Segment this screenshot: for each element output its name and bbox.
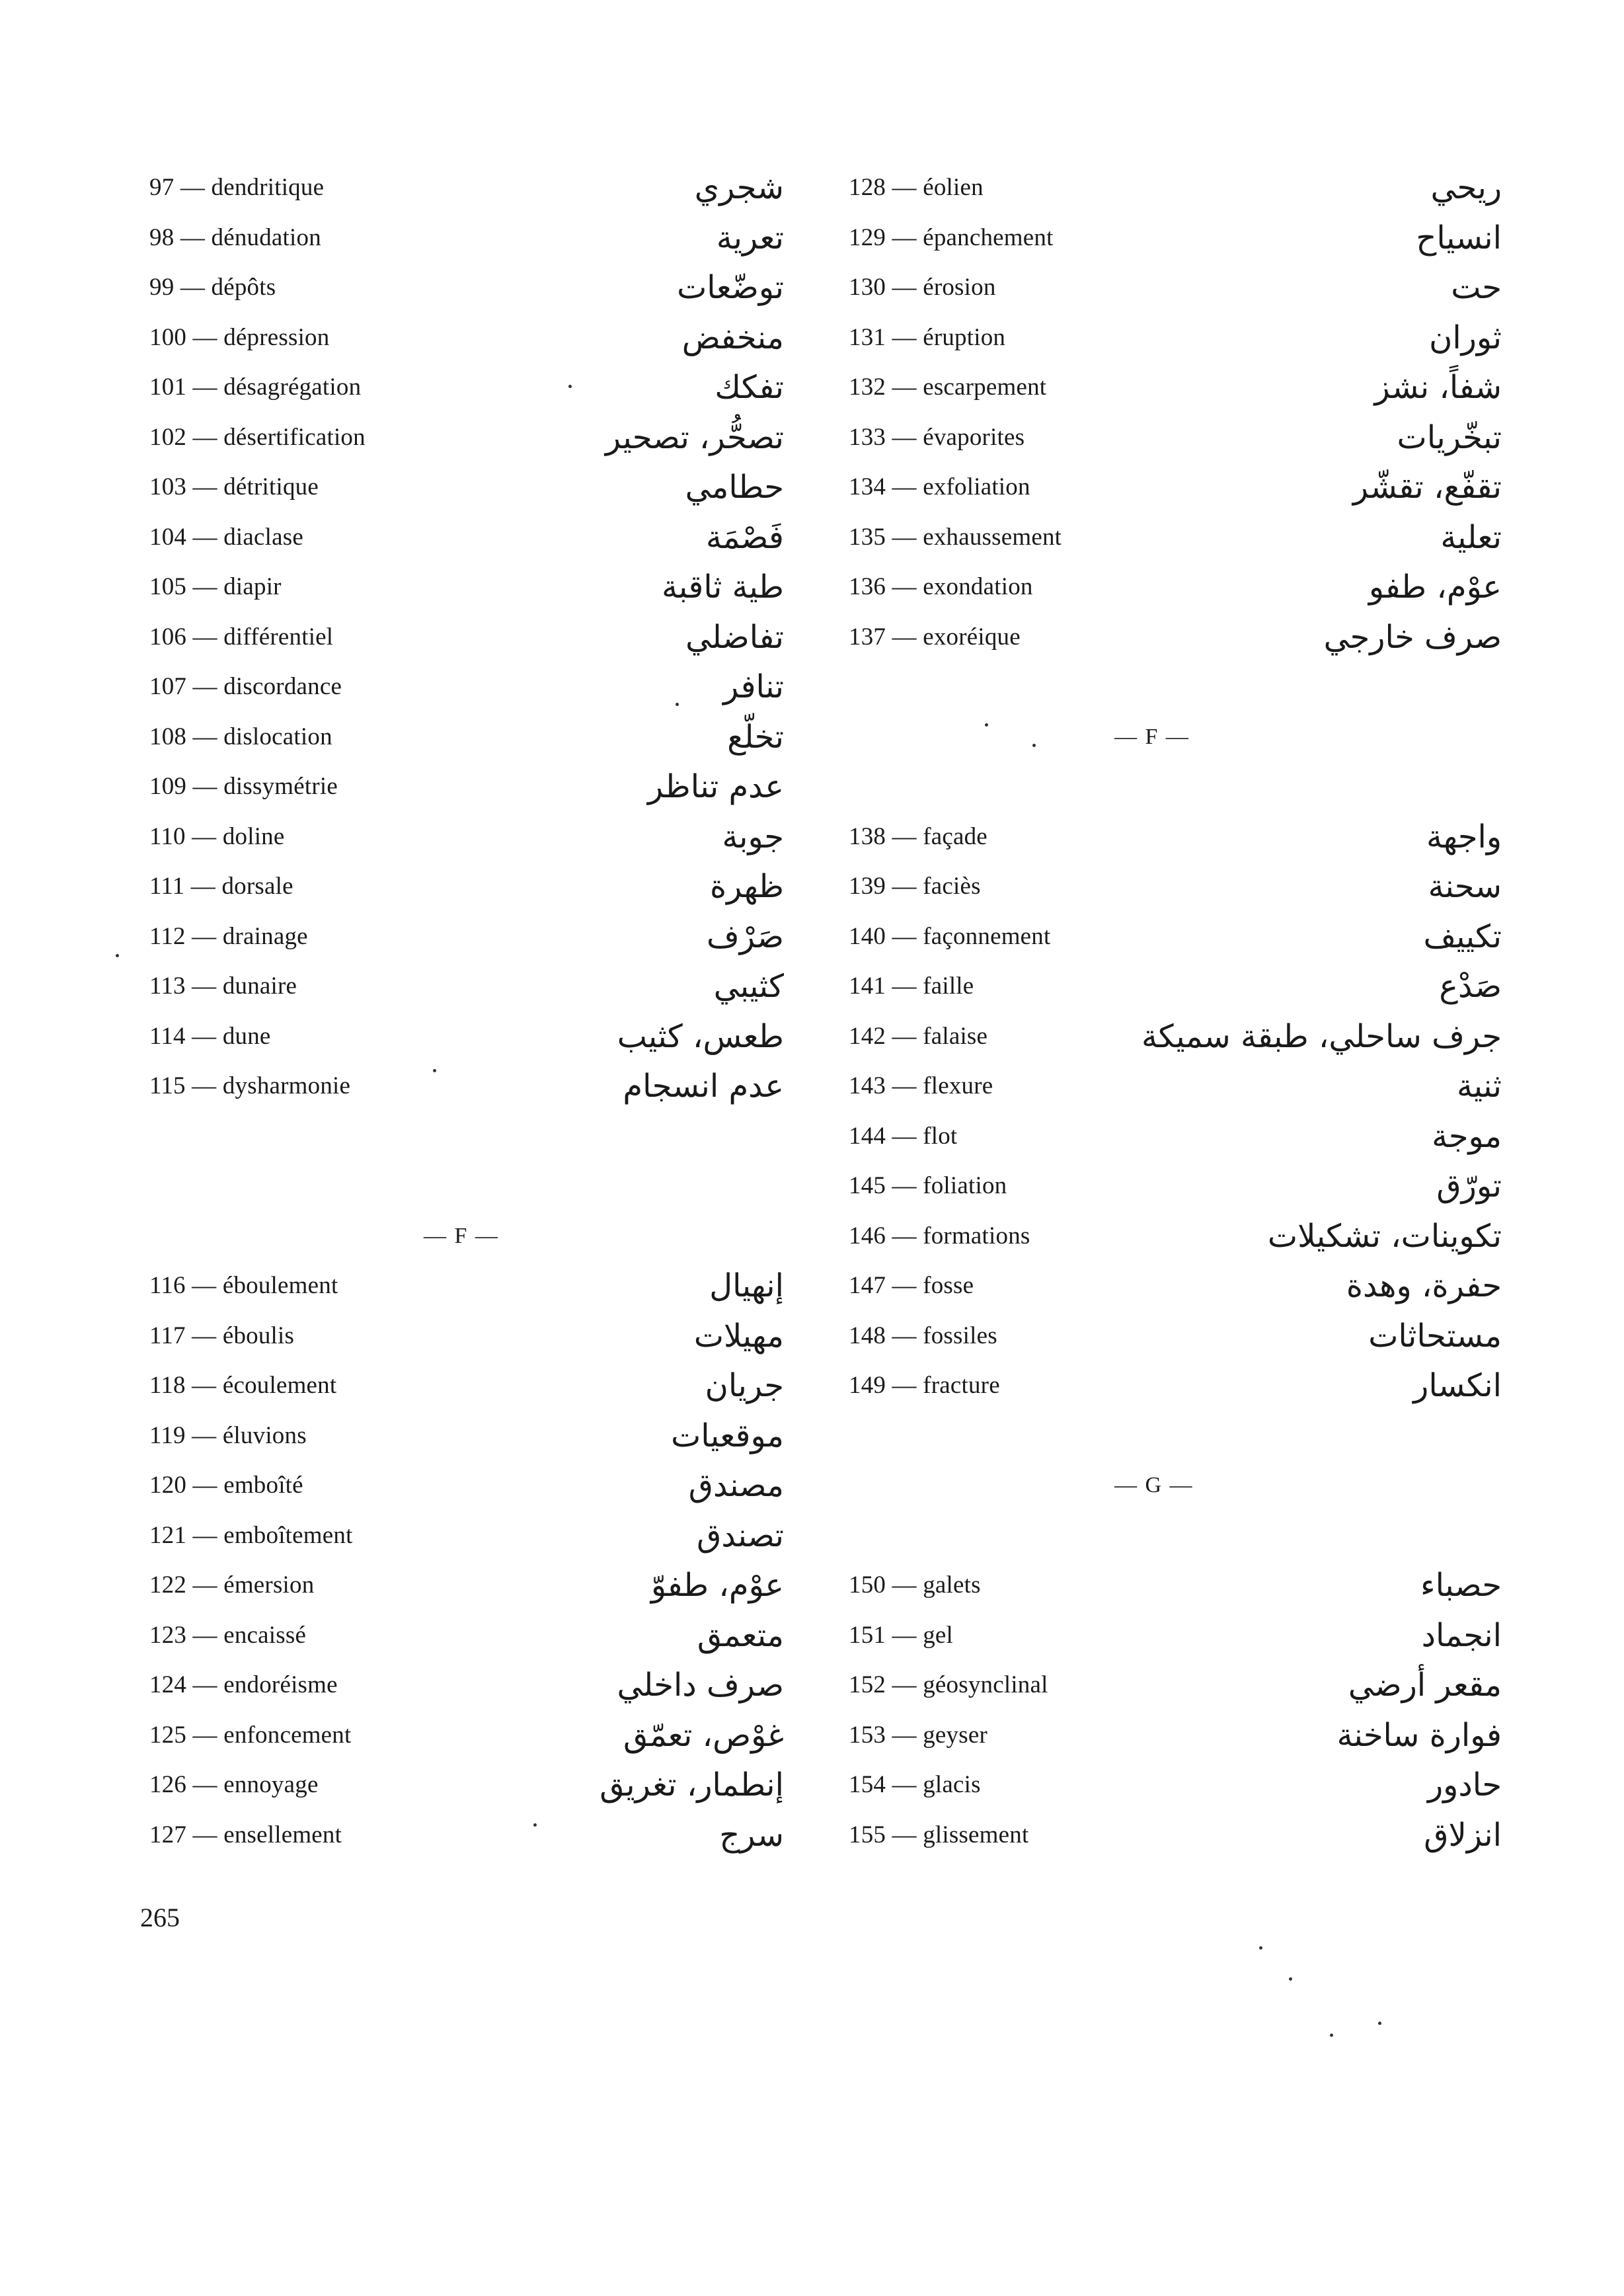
arabic-term: منخفض — [681, 319, 784, 356]
french-term: 153 — geyser — [849, 1721, 987, 1749]
glossary-entry — [149, 1467, 810, 1521]
glossary-entry — [849, 518, 1510, 573]
arabic-term: شجري — [694, 169, 784, 206]
glossary-entry — [849, 1267, 1510, 1322]
arabic-term: تخلّع — [727, 718, 784, 756]
french-term: 123 — encaissé — [149, 1621, 307, 1649]
arabic-term: عوْم، طفوّ — [650, 1567, 784, 1604]
french-term: 126 — ennoyage — [149, 1771, 319, 1798]
glossary-entry — [149, 1567, 810, 1621]
section-heading-e: — F — — [424, 1223, 499, 1248]
arabic-term: طية ثاقبة — [662, 569, 784, 606]
scan-speck — [533, 1823, 537, 1827]
french-term: 128 — éolien — [849, 174, 984, 201]
arabic-term: انسياح — [1416, 219, 1502, 257]
arabic-term: صَرْف — [707, 918, 784, 955]
glossary-entry — [849, 369, 1510, 423]
arabic-term: ظهرة — [710, 868, 784, 905]
glossary-entry — [149, 1017, 810, 1072]
glossary-entry — [149, 569, 810, 623]
french-term: 100 — dépression — [149, 323, 330, 351]
arabic-term: شفاً، نشز — [1374, 369, 1502, 406]
french-term: 125 — enfoncement — [149, 1721, 352, 1749]
glossary-entry — [849, 1667, 1510, 1721]
french-term: 145 — foliation — [849, 1172, 1007, 1199]
glossary-entry — [149, 668, 810, 723]
glossary-entry — [849, 1068, 1510, 1122]
glossary-entry — [849, 1567, 1510, 1621]
french-term: 104 — diaclase — [149, 523, 303, 551]
french-term: 131 — éruption — [849, 323, 1006, 351]
arabic-term: سرج — [719, 1816, 784, 1854]
french-term: 120 — emboîté — [149, 1472, 303, 1499]
arabic-term: ثنية — [1456, 1068, 1502, 1105]
glossary-entry — [849, 469, 1510, 523]
french-term: 97 — dendritique — [149, 174, 325, 201]
glossary-entry — [149, 868, 810, 922]
french-term: 149 — fracture — [849, 1372, 1000, 1399]
right-entries-f — [849, 818, 1510, 1421]
arabic-term: فَصْمَة — [705, 518, 784, 556]
glossary-entry — [149, 1068, 810, 1122]
arabic-term: تكوينات، تشكيلات — [1267, 1217, 1502, 1255]
glossary-entry — [849, 1168, 1510, 1222]
scan-speck — [568, 385, 572, 388]
scan-speck — [1032, 744, 1036, 747]
arabic-term: ثوران — [1429, 319, 1502, 356]
glossary-entry — [149, 418, 810, 473]
glossary-entry — [149, 269, 810, 323]
french-term: 127 — ensellement — [149, 1821, 342, 1848]
french-term: 115 — dysharmonie — [149, 1072, 351, 1099]
scan-speck — [1378, 2022, 1381, 2025]
glossary-entry — [849, 1816, 1510, 1871]
french-term: 101 — désagrégation — [149, 374, 362, 401]
arabic-term: تفاضلي — [685, 618, 784, 656]
glossary-entry — [849, 1616, 1510, 1671]
french-term: 116 — éboulement — [149, 1272, 338, 1299]
french-term: 154 — glacis — [849, 1771, 981, 1798]
glossary-entry — [149, 1517, 810, 1571]
glossary-entry — [849, 1317, 1510, 1372]
arabic-term: عوْم، طفو — [1368, 569, 1502, 606]
glossary-entry — [149, 319, 810, 374]
spacer — [849, 772, 1510, 822]
arabic-term: حت — [1451, 269, 1502, 306]
scan-speck — [116, 954, 119, 957]
french-term: 98 — dénudation — [149, 223, 321, 251]
french-term: 150 — galets — [849, 1571, 981, 1599]
french-term: 121 — emboîtement — [149, 1521, 353, 1549]
arabic-term: تبخّريات — [1397, 418, 1502, 456]
french-term: 108 — dislocation — [149, 723, 332, 750]
french-term: 118 — écoulement — [149, 1372, 337, 1399]
right-column — [849, 169, 1510, 1870]
arabic-term: مستحاثات — [1368, 1317, 1502, 1355]
scan-speck — [1289, 1977, 1292, 1981]
french-term: 129 — épanchement — [849, 223, 1054, 251]
french-term: 114 — dune — [149, 1022, 271, 1050]
glossary-entry — [849, 1017, 1510, 1072]
arabic-term: مصندق — [688, 1467, 784, 1504]
glossary-entry — [149, 918, 810, 972]
arabic-term: حصباء — [1420, 1567, 1502, 1604]
arabic-term: كثيبي — [713, 968, 784, 1005]
glossary-entry — [149, 718, 810, 773]
glossary-entry — [149, 768, 810, 822]
french-term: 138 — façade — [849, 822, 987, 850]
right-entries-g — [849, 1567, 1510, 1870]
french-term: 141 — faille — [849, 972, 974, 1000]
french-term: 144 — flot — [849, 1122, 958, 1150]
french-term: 112 — drainage — [149, 922, 308, 950]
arabic-term: تنافر — [723, 668, 784, 705]
arabic-term: انزلاق — [1424, 1816, 1502, 1854]
glossary-entry — [849, 918, 1510, 972]
french-term: 132 — escarpement — [849, 374, 1047, 401]
arabic-term: إنطمار، تغريق — [599, 1766, 784, 1803]
glossary-entry — [149, 1417, 810, 1472]
arabic-term: متعمق — [697, 1616, 784, 1654]
glossary-entry — [849, 1716, 1510, 1771]
arabic-term: حطامي — [685, 469, 784, 506]
french-term: 103 — détritique — [149, 473, 319, 500]
spacer — [849, 1421, 1510, 1472]
french-term: 130 — érosion — [849, 274, 996, 301]
right-entries-e — [849, 169, 1510, 672]
french-term: 117 — éboulis — [149, 1322, 295, 1349]
arabic-term: صَدْع — [1439, 968, 1502, 1005]
french-term: 143 — flexure — [849, 1072, 993, 1099]
scan-speck — [433, 1069, 436, 1072]
arabic-term: تعلية — [1440, 518, 1502, 556]
french-term: 151 — gel — [849, 1621, 954, 1649]
glossary-entry — [149, 369, 810, 423]
arabic-term: سحنة — [1428, 868, 1502, 905]
arabic-term: غوْص، تعمّق — [623, 1716, 784, 1754]
scan-speck — [1259, 1946, 1262, 1950]
section-heading-f: — F — — [1114, 724, 1190, 749]
french-term: 119 — éluvions — [149, 1421, 307, 1449]
glossary-entry — [849, 219, 1510, 274]
scan-speck — [1330, 2034, 1333, 2037]
french-term: 146 — formations — [849, 1222, 1030, 1249]
spacer — [849, 1521, 1510, 1571]
left-column — [149, 169, 810, 1870]
scan-speck — [676, 703, 679, 706]
glossary-entry — [149, 469, 810, 523]
glossary-entry — [849, 269, 1510, 323]
glossary-entry — [149, 1616, 810, 1671]
french-term: 133 — évaporites — [849, 423, 1025, 451]
arabic-term: مقعر أرضي — [1348, 1667, 1502, 1704]
french-term: 148 — fossiles — [849, 1322, 997, 1349]
french-term: 136 — exondation — [849, 573, 1033, 600]
spacer — [149, 1122, 810, 1222]
glossary-entry — [149, 818, 810, 873]
arabic-term: مهيلات — [693, 1317, 784, 1355]
glossary-entry — [149, 1667, 810, 1721]
arabic-term: تورّق — [1436, 1168, 1502, 1205]
arabic-term: حادور — [1427, 1766, 1502, 1803]
arabic-term: ريحي — [1430, 169, 1502, 206]
arabic-term: طعس، كثيب — [617, 1017, 784, 1055]
arabic-term: انكسار — [1413, 1367, 1502, 1404]
scan-speck — [985, 723, 988, 727]
left-entries-e — [149, 1267, 810, 1870]
glossary-entry — [149, 618, 810, 673]
glossary-entry — [849, 319, 1510, 374]
spacer — [849, 672, 1510, 723]
arabic-term: إنهيال — [709, 1267, 784, 1304]
glossary-entry — [149, 1367, 810, 1421]
left-entries-d — [149, 169, 810, 1122]
french-term: 147 — fosse — [849, 1272, 974, 1299]
french-term: 111 — dorsale — [149, 873, 293, 900]
glossary-entry — [849, 569, 1510, 623]
french-term: 155 — glissement — [849, 1821, 1029, 1848]
arabic-term: موجة — [1432, 1117, 1502, 1155]
glossary-entry — [149, 169, 810, 223]
arabic-term: تصندق — [697, 1517, 784, 1554]
arabic-term: واجهة — [1426, 818, 1502, 855]
glossary-entry — [149, 1317, 810, 1372]
french-term: 152 — géosynclinal — [849, 1671, 1048, 1698]
arabic-term: جوبة — [722, 818, 784, 855]
glossary-entry — [149, 1766, 810, 1821]
french-term: 134 — exfoliation — [849, 473, 1030, 500]
arabic-term: جريان — [705, 1367, 784, 1404]
arabic-term: موقعيات — [671, 1417, 784, 1454]
french-term: 99 — dépôts — [149, 274, 276, 301]
glossary-entry — [849, 1766, 1510, 1821]
glossary-entry — [849, 1117, 1510, 1172]
glossary-entry — [849, 868, 1510, 922]
glossary-entry — [149, 518, 810, 573]
french-term: 102 — désertification — [149, 423, 366, 451]
arabic-term: تقفّع، تقشّر — [1352, 469, 1502, 506]
french-term: 139 — faciès — [849, 873, 981, 900]
arabic-term: عدم انسجام — [623, 1068, 784, 1105]
glossary-entry — [149, 1716, 810, 1771]
glossary-entry — [849, 968, 1510, 1022]
arabic-term: انجماد — [1421, 1616, 1502, 1654]
french-term: 105 — diapir — [149, 573, 282, 600]
french-term: 122 — émersion — [149, 1571, 315, 1599]
arabic-term: تعرية — [716, 219, 784, 257]
french-term: 113 — dunaire — [149, 972, 297, 1000]
french-term: 142 — falaise — [849, 1022, 988, 1050]
arabic-term: جرف ساحلي، طبقة سميكة — [1141, 1017, 1502, 1055]
glossary-entry — [849, 418, 1510, 473]
glossary-entry — [149, 1267, 810, 1322]
french-term: 124 — endoréisme — [149, 1671, 338, 1698]
glossary-entry — [149, 968, 810, 1022]
arabic-term: حفرة، وهدة — [1346, 1267, 1502, 1304]
glossary-entry — [849, 169, 1510, 223]
arabic-term: صرف خارجي — [1323, 618, 1502, 656]
arabic-term: عدم تناظر — [648, 768, 784, 805]
glossary-entry — [849, 1217, 1510, 1272]
section-heading-g: — G — — [1114, 1473, 1194, 1497]
glossary-entry — [849, 618, 1510, 673]
glossary-entry — [149, 219, 810, 274]
glossary-entry — [849, 1367, 1510, 1421]
french-term: 106 — différentiel — [149, 623, 334, 651]
french-term: 140 — façonnement — [849, 922, 1051, 950]
glossary-entry — [849, 818, 1510, 873]
glossary-entry — [149, 1816, 810, 1871]
french-term: 110 — doline — [149, 822, 285, 850]
page-number: 265 — [140, 1903, 180, 1932]
arabic-term: تفكك — [715, 369, 784, 406]
french-term: 109 — dissymétrie — [149, 773, 338, 800]
arabic-term: توضّعات — [677, 269, 784, 306]
french-term: 135 — exhaussement — [849, 523, 1062, 551]
arabic-term: تصحُّر، تصحير — [605, 418, 784, 456]
arabic-term: صرف داخلي — [617, 1667, 784, 1704]
arabic-term: فوارة ساخنة — [1336, 1716, 1502, 1754]
french-term: 107 — discordance — [149, 673, 342, 700]
french-term: 137 — exoréique — [849, 623, 1021, 651]
arabic-term: تكييف — [1423, 918, 1502, 955]
